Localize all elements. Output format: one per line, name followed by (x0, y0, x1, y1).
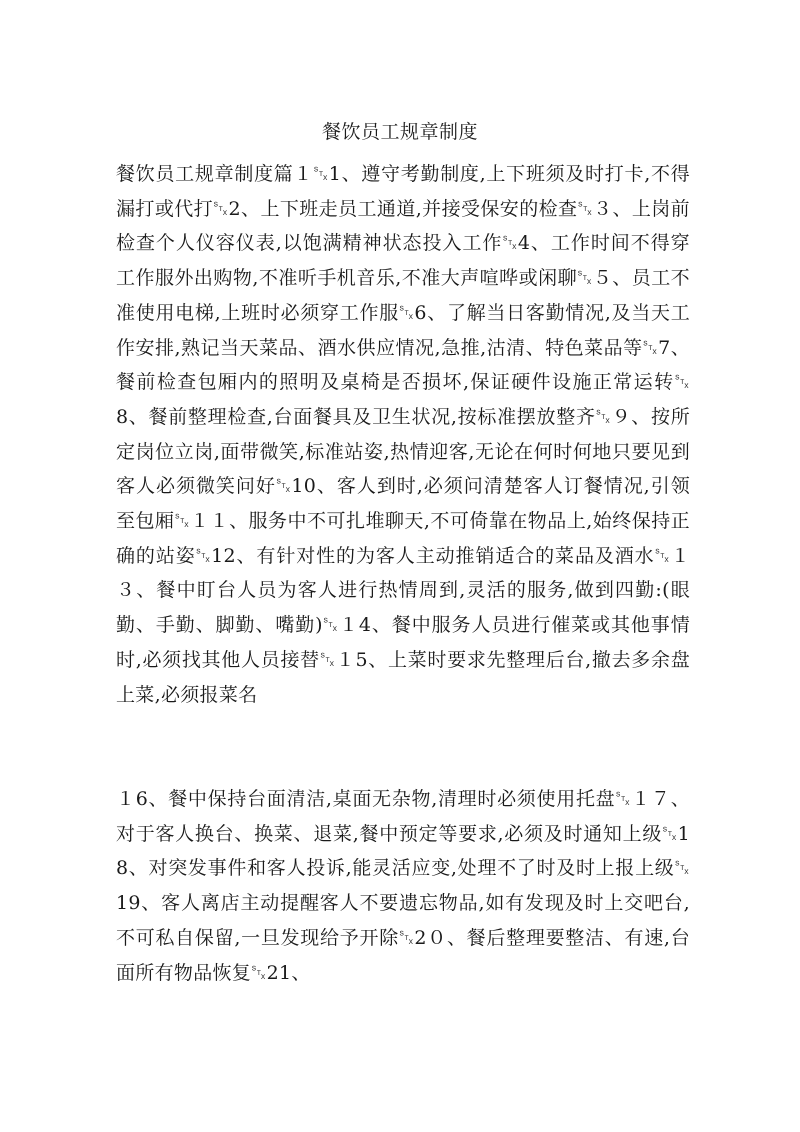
rules-paragraph-2: １6、餐中保持台面清洁,桌面无杂物,清理时必须使用托盘␂１７、对于客人换台、换菜、退菜,餐中预定等要求,必须及时通知上级␂18、对突发事件和客人投诉,能灵活应变,处理不了时及时上报上级␂19、客人离店主动提醒客人不要遗忘物品,如有发现及时上交吧台,不可私自保留,一旦发现给予开除␂2０、餐后整理要整洁、有速,台面所有物品恢复␂21、 (116, 788, 690, 984)
document-title: 餐饮员工规章制度 (321, 121, 478, 143)
rules-paragraph-1: 餐饮员工规章制度篇１␂1、遵守考勤制度,上下班须及时打卡,不得漏打或代打␂2、上下班走员工通道,并接受保安的检查␂３、上岗前检查个人仪容仪表,以饱满精神状态投入工作␂4、工作时间不得穿工作服外出购物,不准听手机音乐,不准大声喧哗或闲聊␂５、员工不准使用电梯,上班时必须穿工作服␂6、了解当日客勤情况,及当天工作安排,熟记当天菜品、酒水供应情况,急推,沽清、特色菜品等␂7、餐前检查包厢内的照明及桌椅是否损坏,保证硬件设施正常运转␂8、餐前整理检查,台面餐具及卫生状况,按标准摆放整齐␂９、按所定岗位立岗,面带微笑,标准站姿,热情迎客,无论在何时何地只要见到客人必须微笑问好␂10、客人到时,必须问清楚客人订餐情况,引领至包厢␂１１、服务中不可扎堆聊天,不可倚靠在物品上,始终保持正确的站姿␂12、有针对性的为客人主动推销适合的菜品及酒水␂１３、餐中盯台人员为客人进行热情周到,灵活的服务,做到四勤:(眼勤、手勤、脚勤、嘴勤)␂１4、餐中服务人员进行催菜或其他事情时,必须找其他人员接替␂１5、上菜时要求先整理后台,撤去多余盘上菜,必须报菜名 (116, 163, 690, 706)
